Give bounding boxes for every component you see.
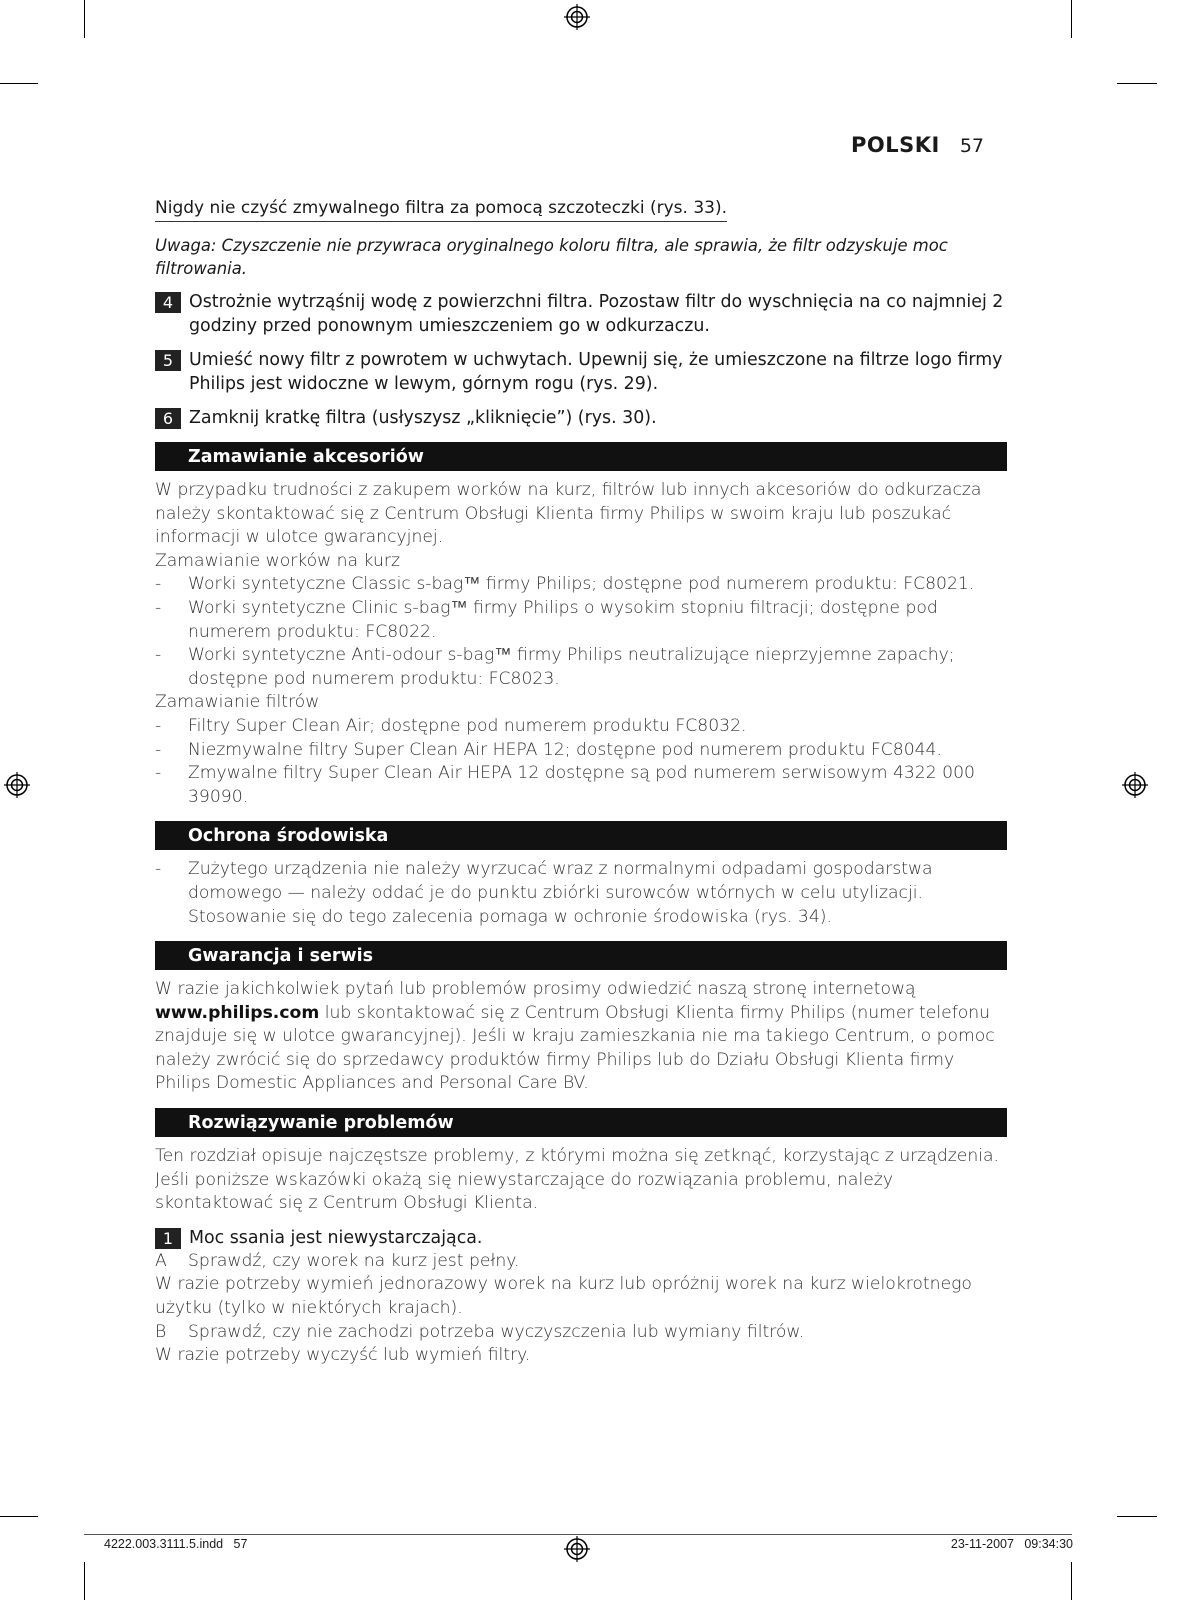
section-heading: Zamawianie akcesoriów — [155, 442, 1007, 471]
list-item: - Niezmywalne filtry Super Clean Air HEPA 12; dostępne pod numerem produktu FC8044. — [155, 739, 942, 760]
crop-mark-icon — [84, 1562, 85, 1600]
problem-item — [155, 1226, 1007, 1250]
step-number: 6 — [155, 408, 181, 429]
footer-timestamp: 23-11-2007 09:34:30 — [950, 1537, 1073, 1551]
registration-mark-icon — [1122, 772, 1148, 798]
list-item: - Worki syntetyczne Anti-odour s-bag™ firmy Philips neutralizujące nieprzyjemne zapachy; dostępne pod numerem produktu: FC8023. — [155, 645, 955, 689]
filters-title: Zamawianie filtrów — [155, 692, 320, 713]
list-item: - Filtry Super Clean Air; dostępne pod numerem produktu FC8032. — [155, 715, 747, 736]
registration-mark-icon — [4, 772, 30, 798]
accessories-section — [155, 479, 1007, 809]
footer-line — [84, 1534, 1072, 1535]
accessories-intro: W przypadku trudności z zakupem worków na kurz, filtrów lub innych akcesoriów do odkurzacza należy skontaktować się z Centrum Obsługi Klienta firmy Philips w swoim kraju lub poszukać informacji w ulotce gwarancyjnej. — [155, 480, 982, 548]
philips-link[interactable]: www.philips.com — [155, 1002, 320, 1023]
step-item — [155, 406, 1007, 430]
solution-item: A Sprawdź, czy worek na kurz jest pełny. — [155, 1250, 520, 1271]
registration-mark-icon — [564, 1536, 590, 1562]
step-text: Ostrożnie wytrząśnij wodę z powierzchni filtra. Pozostaw filtr do wyschnięcia na co najmniej 2 godziny przed ponownym umieszczeniem go w odkurzaczu. — [189, 292, 1004, 336]
list-item: - Worki syntetyczne Classic s-bag™ firmy Philips; dostępne pod numerem produktu: FC8021. — [155, 574, 975, 595]
solution-action: W razie potrzeby wymień jednorazowy worek na kurz lub opróżnij worek na kurz wielokrotnego użytku (tylko w niektórych krajach). — [155, 1274, 972, 1319]
section-heading: Rozwiązywanie problemów — [155, 1108, 1007, 1137]
bags-title: Zamawianie worków na kurz — [155, 550, 400, 571]
solution-action: W razie potrzeby wyczyść lub wymień filtry. — [155, 1345, 531, 1366]
note-text: Uwaga: Czyszczenie nie przywraca oryginalnego koloru filtra, ale sprawia, że filtr odzyskuje moc filtrowania. — [155, 236, 948, 278]
solution-item: B Sprawdź, czy nie zachodzi potrzeba wyczyszczenia lub wymiany filtrów. — [155, 1321, 805, 1342]
list-item: - Zużytego urządzenia nie należy wyrzucać wraz z normalnymi odpadami gospodarstwa domowego — należy oddać je do punktu zbiórki surowców wtórnych w celu utylizacji. Stosowanie się do tego zalecenia pomaga w ochronie środowiska (rys. 34). — [155, 859, 933, 927]
registration-mark-icon — [564, 4, 590, 30]
list-item: - Worki syntetyczne Clinic s-bag™ firmy Philips o wysokim stopniu filtracji; dostępne pod numerem produktu: FC8022. — [155, 597, 938, 642]
step-item — [155, 348, 1007, 396]
troubleshooting-intro: Ten rozdział opisuje najczęstsze problemy, z którymi można się zetknąć, korzystając z urządzenia. Jeśli poniższe wskazówki okażą się niewystarczające do rozwiązania problemu, należy skontaktować się z Centrum Obsługi Klienta. — [155, 1146, 1000, 1214]
step-number: 5 — [155, 350, 181, 371]
troubleshooting-section — [155, 1145, 1007, 1216]
list-item: - Zmywalne filtry Super Clean Air HEPA 12 dostępne są pod numerem serwisowym 4322 000 39090. — [155, 763, 975, 807]
footer-file-info: 4222.003.3111.5.indd 57 — [104, 1537, 248, 1551]
crop-mark-icon — [1071, 1562, 1072, 1600]
step-text: Umieść nowy filtr z powrotem w uchwytach. Upewnij się, że umieszczone na filtrze logo firmy Philips jest widoczne w lewym, górnym rogu (rys. 29). — [189, 350, 1003, 394]
crop-mark-icon — [1071, 0, 1072, 38]
page-header — [851, 133, 984, 157]
problem-number: 1 — [155, 1228, 181, 1249]
problem-text: Moc ssania jest niewystarczająca. — [189, 1227, 483, 1248]
warranty-section: W razie jakichkolwiek pytań lub problemów prosimy odwiedzić naszą stronę internetową www.philips.com lub skontaktować się z Centrum Obsługi Klienta firmy Philips (numer telefonu znajduje się w ulotce gwarancyjnej). Jeśli w kraju zamieszkania nie ma takiego Centrum, o pomoc należy zwrócić się do sprzedawcy produktów firmy Philips lub do Działu Obsługi Klienta firmy Philips Domestic Appliances and Personal Care BV. — [155, 979, 995, 1094]
crop-mark-icon — [1117, 83, 1157, 84]
step-number: 4 — [155, 292, 181, 313]
crop-mark-icon — [84, 0, 85, 38]
language-title: POLSKI — [850, 133, 940, 157]
crop-mark-icon — [0, 1516, 38, 1517]
step-text: Zamknij kratkę filtra (usłyszysz „kliknięcie”) (rys. 30). — [189, 408, 657, 428]
page-content — [155, 196, 1007, 1368]
warning-text: Nigdy nie czyść zmywalnego filtra za pomocą szczoteczki (rys. 33). — [155, 196, 727, 222]
environment-section — [155, 858, 1007, 929]
problem-solutions — [155, 1250, 1007, 1368]
crop-mark-icon — [0, 83, 38, 84]
crop-mark-icon — [1117, 1516, 1157, 1517]
step-item — [155, 290, 1007, 338]
section-heading: Gwarancja i serwis — [155, 941, 1007, 970]
page-number: 57 — [959, 135, 984, 157]
section-heading: Ochrona środowiska — [155, 821, 1007, 850]
